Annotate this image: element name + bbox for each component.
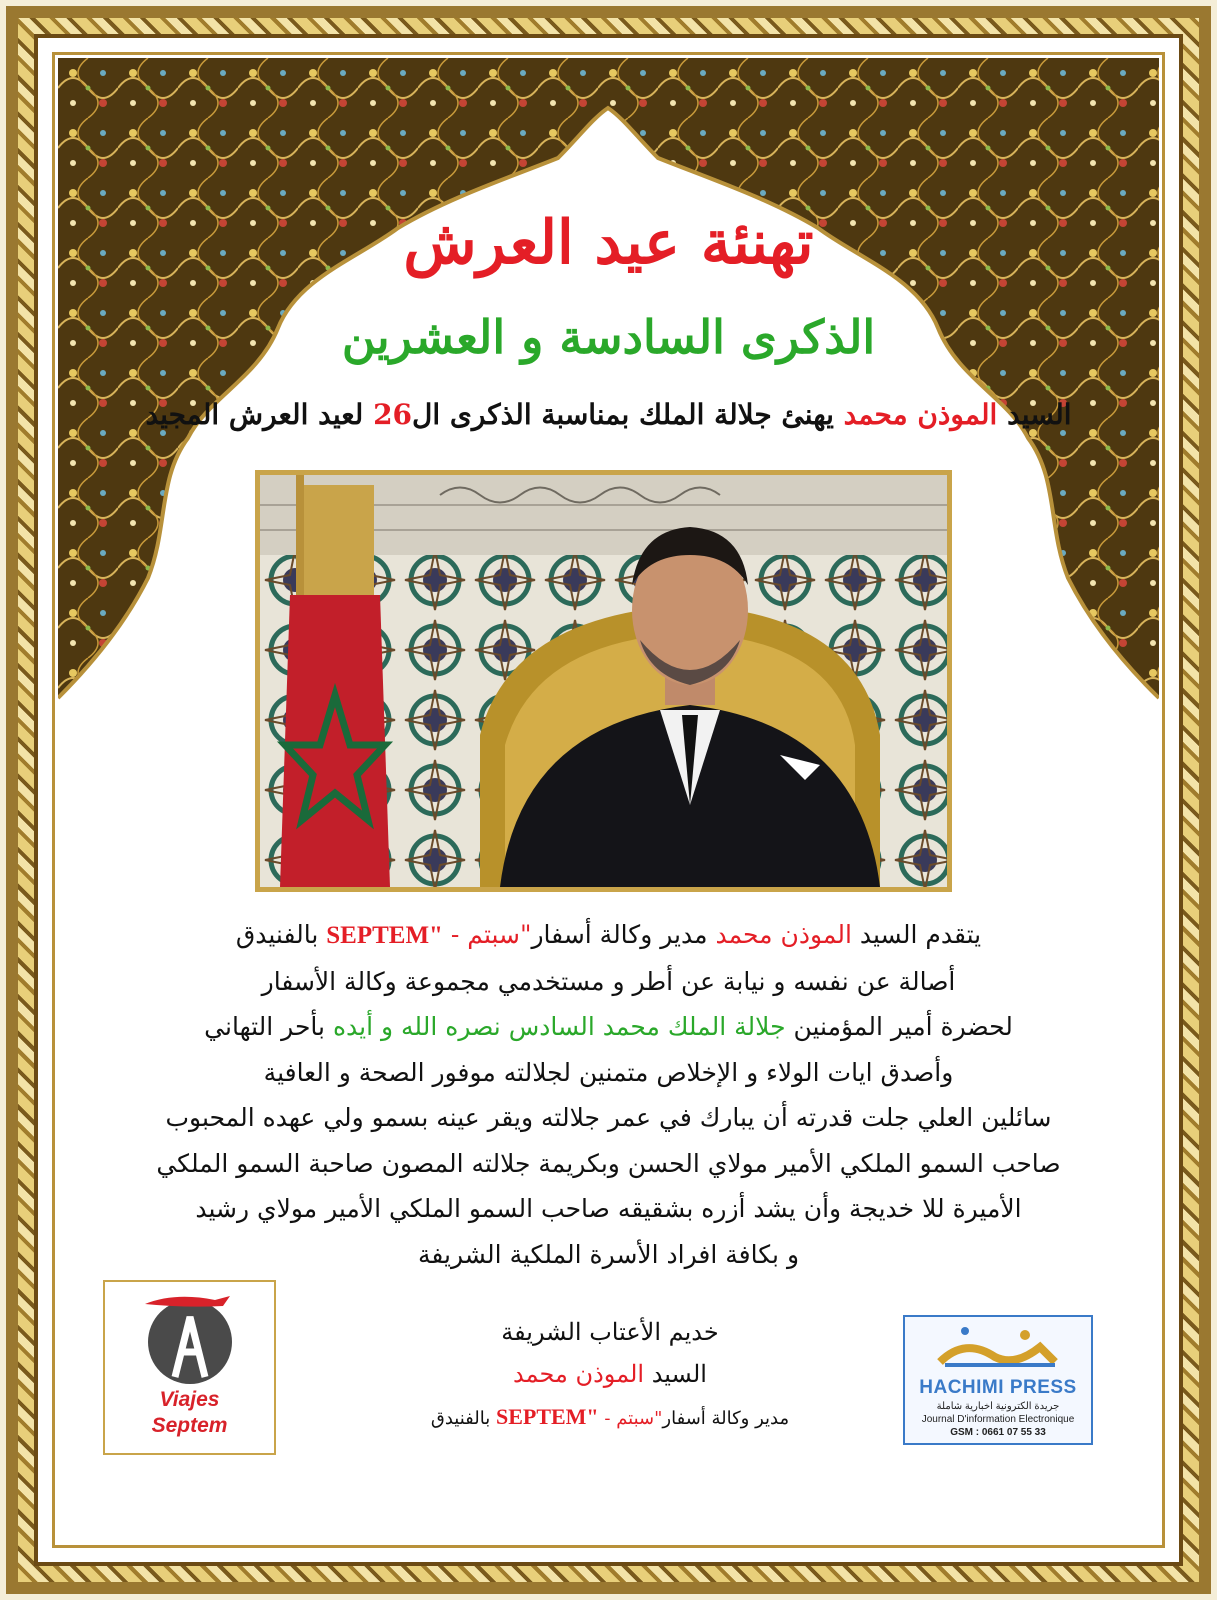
message-line-8: و بكافة افراد الأسرة الملكية الشريفة: [417, 1239, 800, 1269]
message-line-6: صاحب السمو الملكي الأمير مولاي الحسن وبكريمة جلالته المصون صاحبة السمو الملكي: [156, 1148, 1061, 1178]
signature-line-2: [300, 1360, 920, 1388]
viajes-septem-emblem: [105, 1282, 274, 1392]
hachimi-press-logo: [903, 1315, 1093, 1445]
hachimi-press-title: HACHIMI PRESS: [919, 1377, 1077, 1398]
line1-c: بالفنيدق: [235, 920, 319, 949]
signature-agency-ar: "سبتم -: [604, 1408, 663, 1429]
signature-name: الموذن محمد: [513, 1360, 645, 1388]
subtitle-middle: يهنئ جلالة الملك بمناسبة الذكرى ال: [412, 398, 834, 431]
hachimi-press-gsm: GSM : 0661 07 55 33: [950, 1427, 1046, 1438]
line1-a: يتقدم السيد: [859, 920, 982, 949]
line3-king: جلالة الملك محمد السادس نصره الله و أيده: [332, 1012, 786, 1041]
line1-agency-ar: "سبتم -: [450, 920, 532, 949]
message-line-5: سائلين العلي جلت قدرته أن يبارك في عمر جلالته ويقر عينه بسمو ولي عهده المحبوب: [165, 1103, 1052, 1132]
subtitle-number: 26: [373, 398, 413, 431]
page-title: تهنئة عيد العرش: [403, 208, 814, 278]
signature-line-3: [300, 1404, 920, 1430]
message-line-7: الأميرة للا خديجة وأن يشد أزره بشقيقه صاحب السمو الملكي الأمير مولاي رشيد: [195, 1194, 1022, 1223]
line3-b: بأحر التهاني: [204, 1012, 325, 1041]
subtitle-prefix: السيد: [1007, 398, 1072, 431]
message-body: [120, 912, 1097, 1277]
subtitle-suffix: لعيد العرش المجيد: [145, 398, 364, 431]
anniversary-title: الذكرى السادسة و العشرين: [341, 310, 876, 364]
viajes-label: Viajes: [159, 1388, 220, 1411]
message-line-4: وأصدق ايات الولاء و الإخلاص متمنين لجلالته موفور الصحة و العافية: [263, 1057, 954, 1087]
subtitle-name: الموذن محمد: [843, 398, 998, 431]
message-line-3: [120, 1004, 1097, 1050]
viajes-septem-logo: [103, 1280, 276, 1455]
septem-label: Septem: [151, 1414, 228, 1437]
message-line-1: [120, 912, 1097, 959]
signature-line-1: خديم الأعتاب الشريفة: [501, 1318, 719, 1346]
line1-name: الموذن محمد: [715, 920, 852, 949]
signature-title: مدير وكالة أسفار: [662, 1408, 790, 1429]
subtitle: [0, 398, 1217, 431]
line1-agency-en: SEPTEM": [326, 922, 443, 949]
message-line-2: أصالة عن نفسه و نيابة عن أطر و مستخدمي مجموعة وكالة الأسفار: [261, 966, 956, 996]
king-portrait: [255, 470, 952, 892]
line1-b: مدير وكالة أسفار: [531, 920, 708, 949]
hachimi-press-emblem: [905, 1317, 1091, 1375]
signature-prefix: السيد: [651, 1360, 707, 1388]
signature-city: بالفنيدق: [430, 1408, 491, 1429]
signature-agency-en: SEPTEM": [495, 1404, 599, 1429]
hachimi-press-arabic: جريدة الكترونية اخبارية شاملة: [936, 1401, 1060, 1412]
hachimi-press-french: Journal D'information Electronique: [921, 1414, 1075, 1425]
portrait-image: [260, 475, 947, 887]
line3-a: لحضرة أمير المؤمنين: [793, 1012, 1013, 1041]
